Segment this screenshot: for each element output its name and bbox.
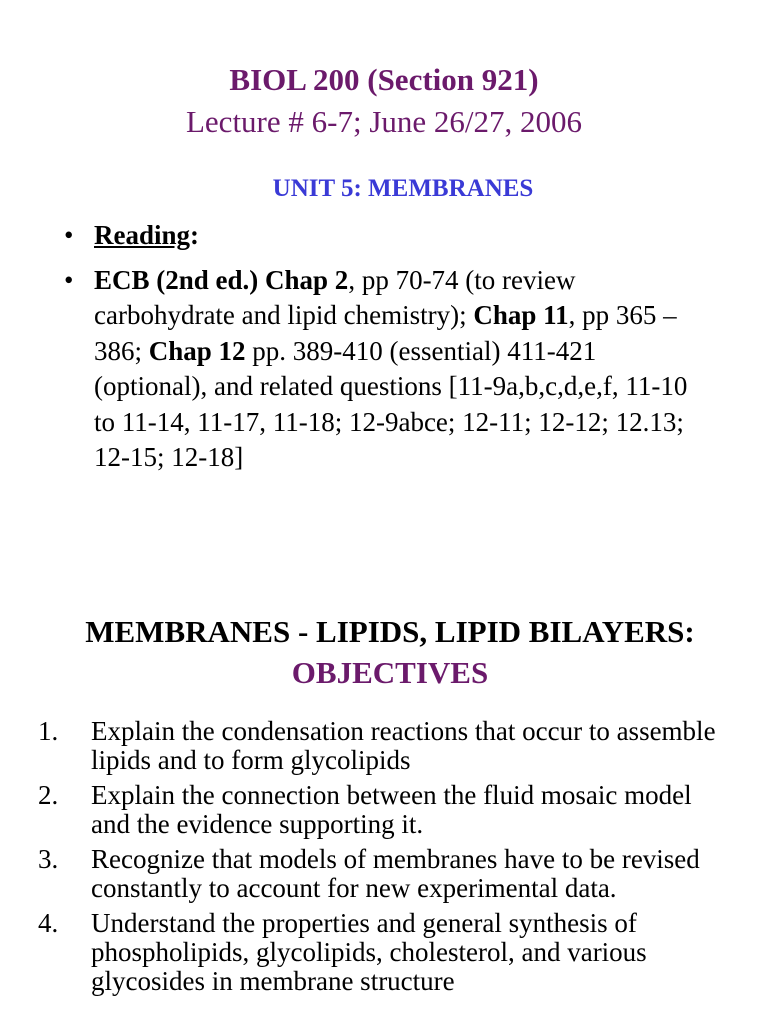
bullet-icon: • bbox=[64, 220, 74, 250]
objective-text: Understand the properties and general synthesis of phospholipids, glycolipids, cholesterol, and various glycosides in membrane structure bbox=[91, 908, 647, 996]
bullet-icon: • bbox=[64, 264, 74, 295]
section-title: MEMBRANES - LIPIDS, LIPID BILAYERS: bbox=[85, 614, 695, 649]
reference-chap11: Chap 11 bbox=[473, 300, 569, 330]
reading-colon: : bbox=[190, 220, 200, 250]
section-subtitle: OBJECTIVES bbox=[291, 655, 489, 690]
reading-bullet-item bbox=[60, 218, 700, 254]
reference-chap12: Chap 12 bbox=[148, 335, 246, 366]
course-title: BIOL 200 (Section 921) bbox=[229, 62, 539, 97]
objective-item bbox=[38, 781, 728, 839]
objective-number: 1. bbox=[38, 716, 59, 746]
objective-text: Explain the condensation reactions that occur to assemble lipids and to form glycolipids bbox=[91, 716, 716, 775]
objective-number: 3. bbox=[38, 844, 59, 874]
lecture-subtitle: Lecture # 6-7; June 26/27, 2006 bbox=[185, 104, 583, 139]
objective-item bbox=[38, 717, 728, 775]
objective-item bbox=[38, 909, 728, 996]
reading-label: Reading bbox=[94, 220, 191, 250]
objective-number: 2. bbox=[38, 780, 59, 810]
objectives-list bbox=[38, 717, 728, 1002]
reference-pages-chap11: , pp 365 –386; bbox=[94, 300, 677, 366]
objective-text: Explain the connection between the fluid mosaic model and the evidence supporting it. bbox=[91, 780, 692, 839]
objective-text: Recognize that models of membranes have to be revised constantly to account for new experimental data. bbox=[91, 844, 700, 903]
objective-number: 4. bbox=[38, 908, 59, 938]
objective-item bbox=[38, 845, 728, 903]
reference-chap2: ECB (2nd ed.) Chap 2 bbox=[94, 264, 349, 295]
unit-heading: UNIT 5: MEMBRANES bbox=[272, 175, 534, 202]
reference-pages-chap12: pp. 389-410 (essential) 411-421 (optional), and related questions [11-9a,b,c,d,e,f, 11-10 to 11-14, 11-17, 11-18; 12-9abce; 12-11; 12-12; 12.13; 12-15; 12-18] bbox=[94, 335, 688, 472]
reading-reference-item bbox=[60, 263, 700, 476]
reference-pages-chap2: , pp 70-74 (to review carbohydrate and lipid chemistry); bbox=[94, 264, 576, 330]
reading-list bbox=[60, 218, 700, 485]
